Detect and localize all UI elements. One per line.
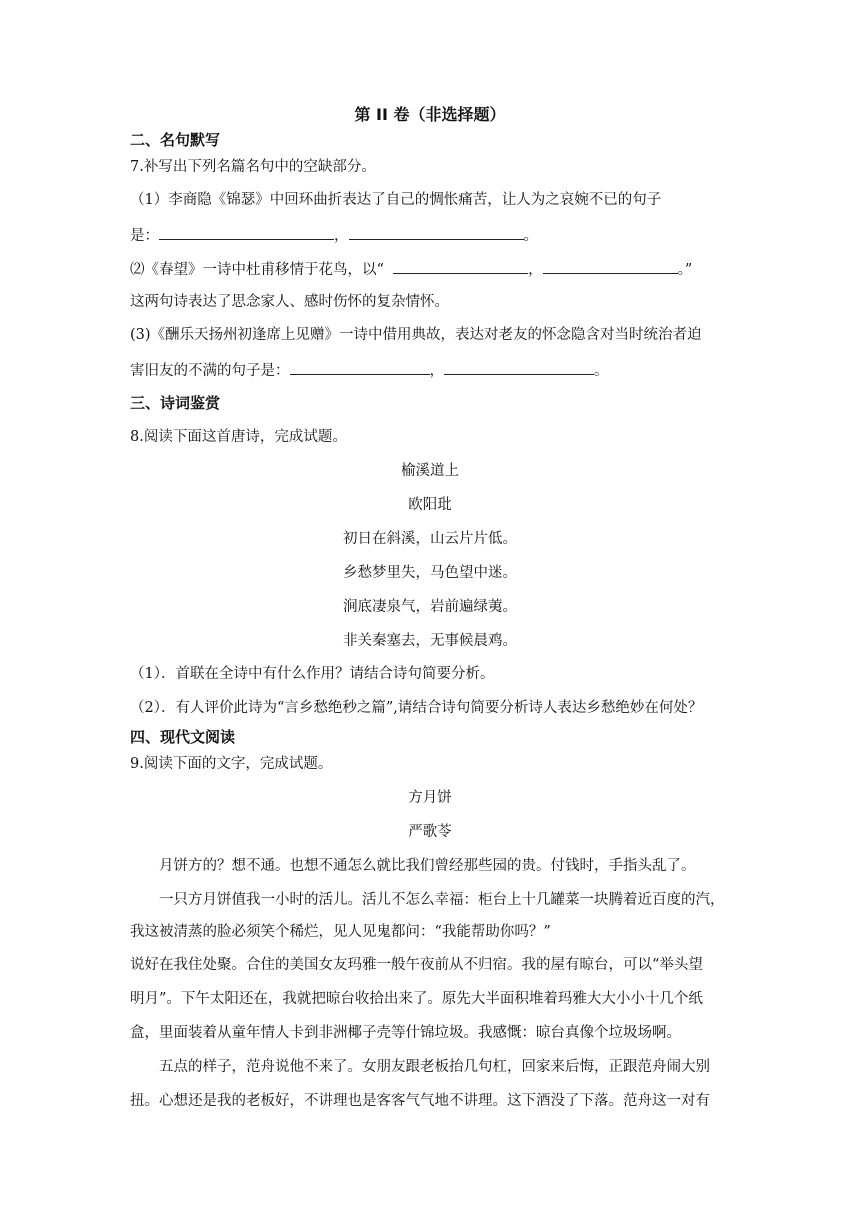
answer-blank[interactable] [393, 258, 528, 274]
article-author: 严歌苓 [408, 824, 452, 840]
part3-heading: 三、诗词鉴赏 [130, 394, 221, 412]
answer-blank[interactable] [543, 258, 678, 274]
article-paragraph-2-line2: 我这被清蒸的脸必须笑个稀烂，见人见鬼都问：“我能帮助你吗？” [130, 924, 551, 940]
q7-1-end: 。 [523, 228, 538, 244]
article-paragraph-4-line2: 扭。心想还是我的老板好，不讲理也是客客气气地不讲理。这下酒没了下落。范舟这一对有 [130, 1093, 710, 1109]
answer-blank[interactable] [444, 359, 594, 375]
q7-3-prefix: 害旧友的不满的句子是： [130, 363, 290, 379]
article-paragraph-3-line3: 盒，里面装着从童年情人卡到非洲椰子壳等什锦垃圾。我感慨：晾台真像个垃圾场啊。 [130, 1025, 681, 1041]
question-7-2-line2: 这两句诗表达了思念家人、感时伤怀的复杂情怀。 [130, 294, 449, 310]
poem-author: 欧阳玭 [408, 497, 452, 513]
question-7-2-line1 [130, 258, 730, 280]
article-title: 方月饼 [408, 790, 452, 806]
poem-line: 涧底凄泉气，岩前遍绿荑。 [343, 599, 517, 615]
question-8: 8.阅读下面这首唐诗，完成试题。 [130, 429, 347, 445]
part2-heading: 二、名句默写 [130, 131, 221, 149]
poem-line: 乡愁梦里失，马色望中迷。 [343, 565, 517, 581]
q7-3-end: 。 [594, 363, 609, 379]
question-7-3-line2 [130, 359, 730, 381]
article-paragraph-3-line1: 说好在我住处聚。合住的美国女友玛雅一般午夜前从不归宿。我的屋有晾台，可以“举头望 [130, 957, 703, 973]
question-7-1-line1: （1）李商隐《锦瑟》中回环曲折表达了自己的惆怅痛苦，让人为之哀婉不已的句子 [130, 192, 662, 208]
question-8-1: （1）．首联在全诗中有什么作用？请结合诗句简要分析。 [130, 666, 495, 682]
q7-2-end: 。” [677, 262, 693, 278]
question-9: 9.阅读下面的文字，完成试题。 [130, 756, 333, 772]
q7-2-prefix: ⑵《春望》一诗中杜甫移情于花鸟，以“ [130, 262, 384, 278]
poem-line: 初日在斜溪，山云片片低。 [343, 531, 517, 547]
question-7: 7.补写出下列名篇名句中的空缺部分。 [130, 159, 376, 175]
article-paragraph-3-line2: 明月”。下午太阳还在，我就把晾台收拾出来了。原先大半面积堆着玛雅大大小小十几个纸 [130, 991, 703, 1007]
article-paragraph-1: 月饼方的？想不通。也想不通怎么就比我们曾经那些园的贵。付钱时，手指头乱了。 [159, 858, 696, 874]
poem-title: 榆溪道上 [401, 463, 459, 479]
poem-line: 非关秦塞去，无事候晨鸡。 [343, 633, 517, 649]
q7-1-prefix: 是： [130, 228, 159, 244]
question-8-2: （2）．有人评价此诗为“言乡愁绝秒之篇”,请结合诗句简要分析诗人表达乡愁绝妙在何处？ [130, 700, 703, 716]
answer-blank[interactable] [349, 224, 524, 240]
answer-blank[interactable] [290, 359, 430, 375]
article-paragraph-2-line1: 一只方月饼值我一小时的活儿。活儿不怎么幸福：柜台上十几罐菜一块腾着近百度的汽， [159, 892, 725, 908]
q7-2-sep: ， [528, 262, 543, 278]
question-7-1-line2 [130, 224, 730, 246]
article-paragraph-4-line1: 五点的样子，范舟说他不来了。女朋友跟老板抬几句杠，回家来后悔，正跟范舟闹大别 [159, 1059, 710, 1075]
q7-3-sep: ， [429, 363, 444, 379]
section-title: 第 II 卷（非选择题） [354, 105, 506, 124]
question-7-3-line1: (3)《酬乐天扬州初逢席上见赠》一诗中借用典故，表达对老友的怀念隐含对当时统治者迫 [130, 327, 702, 343]
q7-1-sep: ， [334, 228, 349, 244]
answer-blank[interactable] [159, 224, 334, 240]
part4-heading: 四、现代文阅读 [130, 728, 236, 746]
